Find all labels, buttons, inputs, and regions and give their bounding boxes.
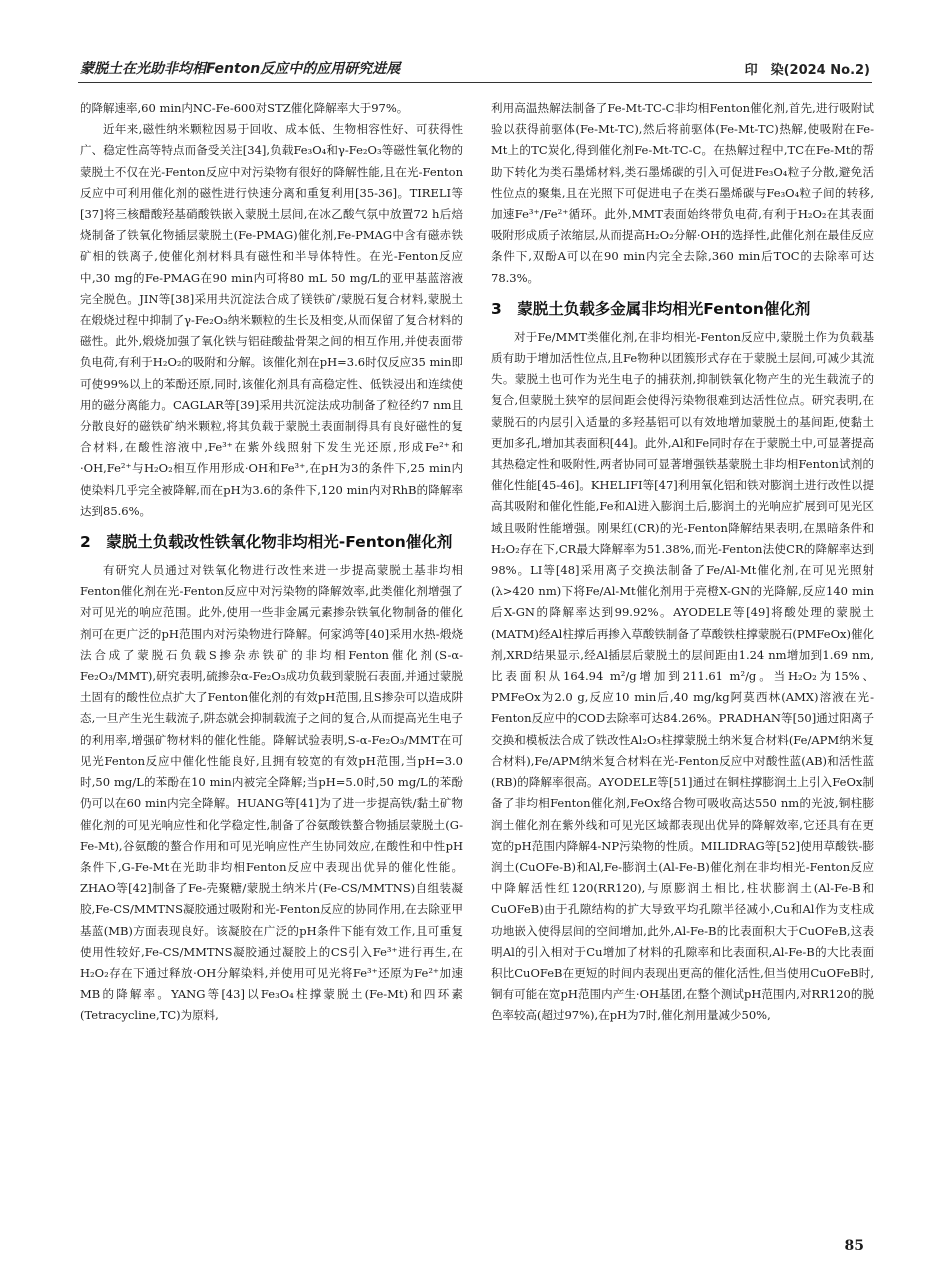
paragraph: 对于Fe/MMT类催化剂,在非均相光-Fenton反应中,蒙脱土作为负载基质有助于增加活性位点,且Fe物种以团簇形式存在于蒙脱土层间,可减少其流失。蒙脱土也可作为光生电子的捕获剂,抑制铁氧化物产生的光生载流子的复合,但蒙脱土狭窄的层间距会使得污染物很难到达活性位点。研究表明,在蒙脱石的内层引入适量的多羟基铝可以有效地增加蒙脱土的基间距,使黏土更加多孔,增加其表面积[44]。此外,Al和Fe同时存在于蒙脱土中,可显著提高其热稳定性和吸附性,两者协同可显著增强铁基蒙脱土非均相Fenton试剂的催化性能[45-46]。KHELIFI等[47]利用氧化铝和铁对膨润土进行改性以提高其吸附和催化性能,Fe和Al进入膨润土后,膨润土的光响应扩展到可见光区域且吸附性能增强。刚果红(CR)的光-Fenton降解结果表明,在黑暗条件和H₂O₂存在下,CR最大降解率为51.38%,而光-Fenton法使CR的降解率达到98%。LI等[48]采用离子交换法制备了Fe/Al-Mt催化剂,在可见光照射(λ>420 nm)下将Fe/Al-Mt催化剂用于亮橙X-GN的光降解,反应140 min后X-GN的降解率达到99.92%。AYODELE等[49]将酸处理的蒙脱土(MATM)经Al柱撑后再掺入草酸铁制备了草酸铁柱撑蒙脱石(PMFeOx)催化剂,XRD结果显示,经Al插层后蒙脱土的层间距由1.24 nm增加到1.69 nm,比表面积从164.94 m²/g增加到211.61 m²/g。当H₂O₂为15%、PMFeOx为2.0 g,反应10 min后,40 mg/kg阿莫西林(AMX)溶液在光-Fenton反应中的COD去除率可达84.26%。PRADHAN等[50]通过阳离子交换和模板法合成了铁改性Al₂O₃柱撑蒙脱土纳米复合材料(Fe/APM纳米复合材料),Fe/APM纳米复合材料在光-Fenton反应中对酸性蓝(AB)和活性蓝(RB)的降解率很高。AYODELE等[51]通过在铜柱撑膨润土上引入FeOx制备了非均相Fenton催化剂,FeOx络合物可吸收高达550 nm的光波,铜柱膨润土催化剂在紫外线和可见光区域都表现出优异的降解效率,它还具有在更宽的pH范围内降解4-NP污染物的性质。MILIDRAG等[52]使用草酸铁-膨润土(CuOFe-B)和Al,Fe-膨润土(Al-Fe-B)催化剂在非均相光-Fenton反应中降解活性红120(RR120),与原膨润土相比,柱状膨润土(Al-Fe-B和CuOFeB)由于孔隙结构的扩大导致平均孔隙半径减小,Cu和Al作为支柱成功地嵌入使得层间的空间增加,此外,Al-Fe-B的比表面积大于CuOFeB,这表明Al的引入相对于Cu增加了材料的孔隙率和比表面积,Al-Fe-B的大比表面积比CuOFeB在更短的时间内表现出更高的催化活性,但当使用CuOFeB时,铜有可能在宽pH范围内产生·OH基团,在整个测试pH范围内,对RR120的脱色率较高(超过97%),在pH为7时,催化剂用量减少50%, <box>491 329 874 1023</box>
section-heading: 2 蒙脱土负载改性铁氧化物非均相光-Fenton催化剂 <box>80 533 453 552</box>
paragraph: 利用高温热解法制备了Fe-Mt-TC-C非均相Fenton催化剂,首先,进行吸附试验以获得前驱体(Fe-Mt-TC),然后将前驱体(Fe-Mt-TC)热解,使吸附在Fe-Mt上的TC炭化,得到催化剂Fe-Mt-TC-C。在热解过程中,TC在Fe-Mt的帮助下转化为类石墨烯材料,类石墨烯碳的引入可促进Fe₃O₄粒子分散,避免活性位点的聚集,且在光照下可促进电子在类石墨烯碳与Fe₃O₄粒子间的转移,加速Fe³⁺/Fe²⁺循环。此外,MMT表面始终带负电荷,有利于H₂O₂在其表面吸附形成质子浓缩层,从而提高H₂O₂分解·OH的选择性,此催化剂在最佳反应条件下,双酚A可以在90 min内完全去除,360 min后TOC的去除率可达78.3%。 <box>491 101 874 285</box>
left-column <box>80 98 463 1238</box>
running-header <box>78 58 872 83</box>
paragraph: 的降解速率,60 min内NC-Fe-600对STZ催化降解率大于97%。 <box>80 101 409 115</box>
paragraph: 有研究人员通过对铁氧化物进行改性来进一步提高蒙脱土基非均相Fenton催化剂在光-Fenton反应中对污染物的降解效率,此类催化剂增强了对可见光的响应范围。此外,使用一些非金属元素掺杂铁氧化物制备的催化剂可在更广泛的pH范围内对污染物进行降解。何家鸿等[40]采用水热-煅烧法合成了蒙脱石负载S掺杂赤铁矿的非均相Fenton催化剂(S-α-Fe₂O₃/MMT),研究表明,硫掺杂α-Fe₂O₃成功负载到蒙脱石表面,并通过蒙脱土固有的酸性位点扩大了Fenton催化剂的有效pH范围,且S掺杂可以造成阱态,一旦产生光生载流子,阱态就会抑制载流子之间的复合,从而提高光生电子的利用率,增强矿物材料的催化性能。降解试验表明,S-α-Fe₂O₃/MMT在可见光Fenton反应中催化性能良好,且拥有较宽的有效pH范围,当pH=3.0时,50 mg/L的苯酚在10 min内被完全降解;当pH=5.0时,50 mg/L的苯酚仍可以在60 min内完全降解。HUANG等[41]为了进一步提高铁/黏土矿物催化剂的可见光响应性和化学稳定性,制备了谷氨酸铁螯合物插层蒙脱土(G-Fe-Mt),谷氨酸的螯合作用和可见光响应性产生协同效应,在酸性和中性pH条件下,G-Fe-Mt在光助非均相Fenton反应中表现出优异的催化性能。ZHAO等[42]制备了Fe-壳聚糖/蒙脱土纳米片(Fe-CS/MMTNS)自组装凝胶,Fe-CS/MMTNS凝胶通过吸附和光-Fenton反应的协同作用,在去除亚甲基蓝(MB)方面表现良好。该凝胶在广泛的pH条件下能有效工作,且可重复使用性较好,Fe-CS/MMTNS凝胶通过凝胶上的CS引入Fe³⁺进行再生,在H₂O₂存在下通过释放·OH分解染料,并使用可见光将Fe³⁺还原为Fe²⁺加速MB的降解率。YANG等[43]以Fe₃O₄柱撑蒙脱土(Fe-Mt)和四环素(Tetracycline,TC)为原料, <box>80 563 463 1023</box>
section-heading: 3 蒙脱土负载多金属非均相光Fenton催化剂 <box>491 299 811 318</box>
paragraph: 近年来,磁性纳米颗粒因易于回收、成本低、生物相容性好、可获得性广、稳定性高等特点而备受关注[34],负载Fe₃O₄和γ-Fe₂O₃等磁性氧化物的蒙脱土不仅在光-Fenton反应中对污染物有很好的降解性能,且在光-Fenton反应中可利用催化剂的磁性进行快速分离和重复利用[35-36]。TIRELI等[37]将三核醋酸羟基硝酸铁嵌入蒙脱土层间,在冰乙酸气氛中放置72 h后焙烧制备了铁氧化物插层蒙脱土(Fe-PMAG)催化剂,Fe-PMAG中含有磁赤铁矿相的铁离子,使催化剂材料具有磁性和半导体特性。在光-Fenton反应中,30 mg的Fe-PMAG在90 min内可将80 mL 50 mg/L的亚甲基蓝溶液完全脱色。JIN等[38]采用共沉淀法合成了镁铁矿/蒙脱石复合材料,蒙脱土在煅烧过程中抑制了γ-Fe₂O₃纳米颗粒的生长及相变,从而保留了复合材料的磁性。此外,煅烧加强了氧化铁与铝硅酸盐骨架之间的相互作用,并使表面带负电荷,有利于H₂O₂的吸附和分解。该催化剂在pH=3.6时仅反应35 min即可使99%以上的苯酚还原,同时,该催化剂具有高稳定性、低铁浸出和连续使用的磁分离能力。CAGLAR等[39]采用共沉淀法成功制备了粒径约7 nm且分散良好的磁铁矿纳米颗粒,将其负载于蒙脱土表面制得具有良好磁性的复合材料,在酸性溶液中,Fe³⁺在紫外线照射下发生光还原,形成Fe²⁺和·OH,Fe²⁺与H₂O₂相互作用形成·OH和Fe³⁺,在pH为3的条件下,25 min内使染料几乎完全被降解,而在pH为3.6的条件下,120 min内对RhB的降解率达到85.6%。 <box>80 122 463 518</box>
right-column <box>491 98 874 1238</box>
running-title: 蒙脱土在光助非均相Fenton反应中的应用研究进展 <box>80 61 401 77</box>
page-number: 85 <box>844 1238 864 1254</box>
journal-issue: 印 染(2024 No.2) <box>744 63 870 78</box>
